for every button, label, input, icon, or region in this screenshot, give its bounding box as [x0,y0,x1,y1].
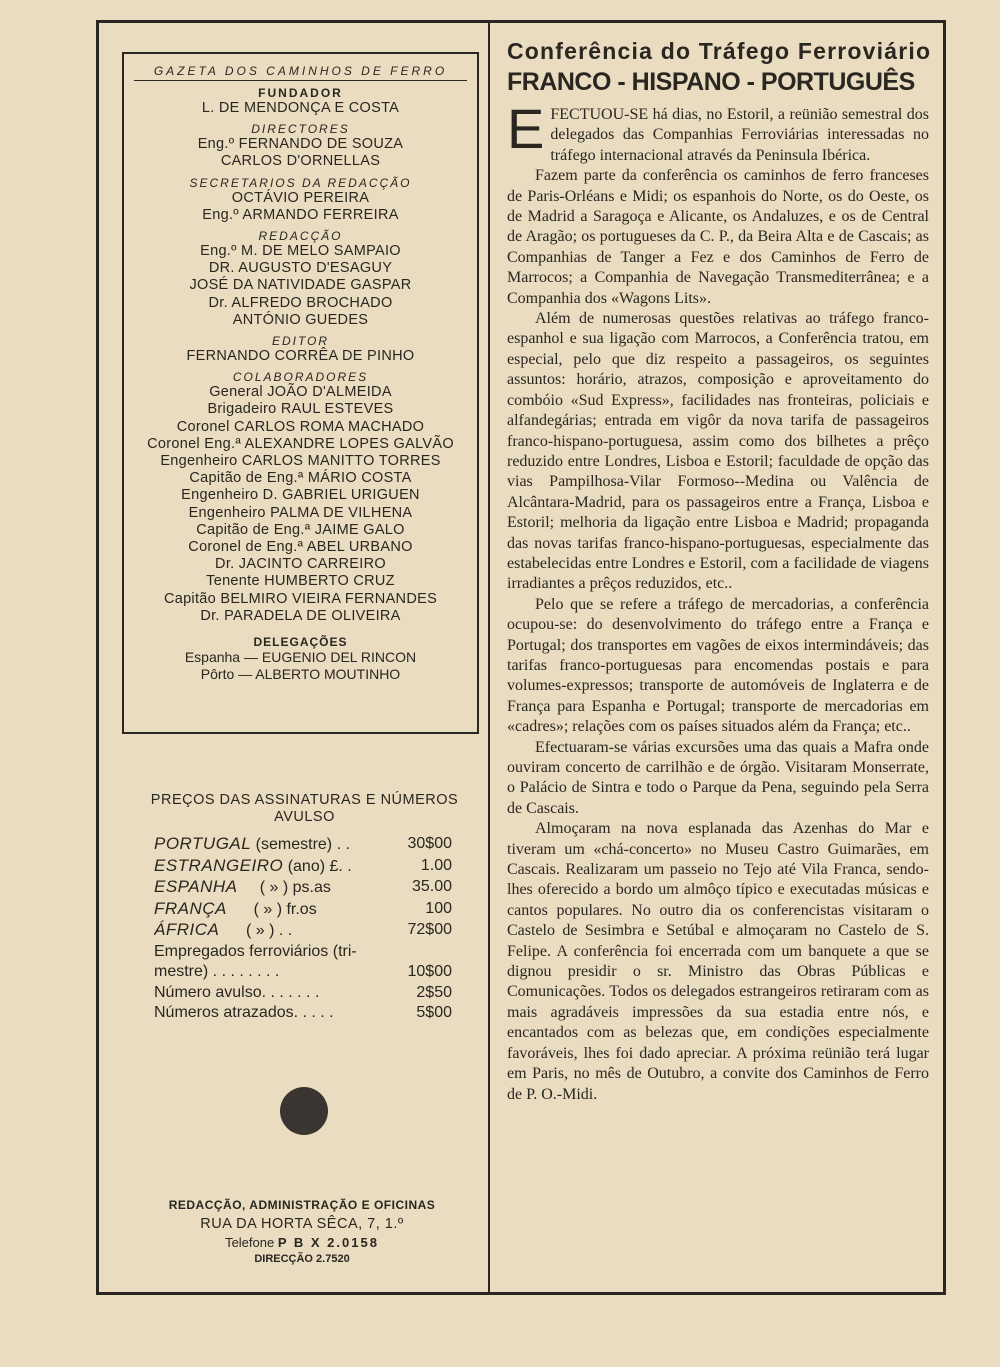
secretary-name: OCTÁVIO PEREIRA [231,189,370,206]
editorial-name: JOSÉ DA NATIVIDADE GASPAR [189,277,412,294]
editorial-heading: REDACÇÃO [258,229,343,244]
collaborator-name: Coronel CARLOS ROMA MACHADO [176,418,425,435]
single-issue-label: Número avulso. . . . . . . [154,983,320,1001]
price-country: ÁFRICA [154,920,220,939]
subscription-prices [132,792,477,1024]
delegations-heading: DELEGAÇÕES [253,635,348,650]
article-body [507,97,929,1105]
collaborator-name: Dr. JACINTO CARREIRO [215,556,386,573]
collaborator-name: General JOÃO D'ALMEIDA [209,384,392,401]
price-country: PORTUGAL [154,834,252,853]
price-detail: (ano) £. . [283,857,352,875]
collaborator-name: Tenente HUMBERTO CRUZ [206,573,395,590]
price-row [154,877,477,899]
article-paragraph: Almoçaram na nova esplanada das Azenhas do Mar e tiveram um «chá-concerto» no Museu Castro Guimarães, em Cascais. Realizaram um passeio no Tejo até Vila Franca, sendo-lhes oferecido a bordo um almôço típico e executadas músicas e cantos populares. No outro dia os conferencistas visitaram o Castelo de Sesimbra e Setúbal e almoçaram no Castelo de S. Felipe. A conferência foi encerrada com um banquete a que se dignou presidir o sr. Ministro das Obras Públicas e Comunicações. Todos os delegados estrangeiros retiraram com as mais agradáveis impressões da sua estadia entre nós, e encantados com as belezas que, em condições especialmente favoráveis, lhes foi dado apreciar. A próxima reünião terá lugar em Paris, no mês de Outubro, a convite dos Caminhos de Ferro de P. O.-Midi. [507,820,929,1103]
employees-value: 10$00 [407,963,452,980]
price-row [154,856,477,878]
article-paragraph: Efectuaram-se várias excursões uma das quais a Mafra onde ouviram concerto de carrilhão e de órgão. Visitaram Monserrate, o Palácio de Sintra e todo o Parque da Pena, seguindo pela Serra de Cascais. [507,738,929,817]
price-row [154,942,477,983]
price-value: 1.00 [420,856,452,874]
delegation-entry: Espanha — EUGENIO DEL RINCON [184,649,417,666]
article-paragraph: EFECTUOU-SE há dias, no Estoril, a reünião semestral dos delegados das Companhias Ferroviárias interessadas no tráfego internacional através da Peninsula Ibérica. [507,97,929,164]
delegation-entry: Pôrto — ALBERTO MOUTINHO [200,666,401,683]
column-divider [488,20,490,1295]
price-detail: (semestre) . . [251,836,350,853]
price-detail: ( » ) ps.as [237,879,331,896]
collaborator-name: Engenheiro PALMA DE VILHENA [188,504,413,521]
article-paragraph: Pelo que se refere a tráfego de mercadorias, a conferência ocupou-se: do desenvolvimento do tráfego entre a França e Portugal; dos transportes em vagões de eixos intermindáveis; das tarifas franco-portuguesas para encomendas postais e para volumes-expressos; transporte de automóveis de Inglaterra e de França para Espanha e Portugal; transporte de mercadorias em «cadres»; relações com os países situados além da França; etc.. [507,595,929,736]
back-issues-label: Números atrazados. . . . . [154,1004,334,1021]
article [507,36,932,1105]
price-row [154,920,477,942]
price-country: FRANÇA [154,898,227,918]
collaborator-name: Capitão de Eng.ª MÁRIO COSTA [189,470,412,487]
single-issue-value: 2$50 [416,983,452,1001]
collaborator-name: Brigadeiro RAUL ESTEVES [207,401,394,418]
collaborators-heading: COLABORADORES [232,370,369,385]
address-block [122,1198,482,1265]
collaborator-name: Dr. PARADELA DE OLIVEIRA [200,607,401,624]
employees-label: Empregados ferroviários (tri-mestre) . . . . . . . . [154,942,357,980]
round-seal-mark [280,1087,328,1135]
price-detail: ( » ) . . [219,922,293,939]
collaborator-name: Engenheiro D. GABRIEL URIGUEN [181,487,420,504]
editorial-name: ANTÓNIO GUEDES [232,311,369,328]
directors-heading: DIRECTORES [251,122,350,137]
founder-heading: FUNDADOR [258,86,343,100]
article-paragraph: Fazem parte da conferência os caminhos de ferro franceses de Paris-Orléans e Midi; os espanhois do Norte, os do Oeste, os de Madrid a Saragoça e Alicante, os Andaluzes, e os de Central de Aragão; os portugueses da C. P., da Beira Alta e de Cascais; as Companhias de Tanger a Fez e dos Caminhos de Ferro de Marrocos; a Companhia de Navegação Transmediterrânea; e a Companhia dos «Wagons Lits». [507,167,929,307]
price-detail: ( » ) fr.os [226,900,317,918]
drop-cap: E [507,97,545,160]
collaborator-name: Coronel de Eng.ª ABEL URBANO [188,539,413,556]
price-value: 100 [425,899,452,917]
director-name: Eng.º FERNANDO DE SOUZA [197,136,404,153]
price-value: 35.00 [411,878,452,895]
price-country: ESPANHA [154,877,238,896]
price-value: 30$00 [407,835,452,852]
price-country: ESTRANGEIRO [154,855,284,875]
price-row [154,834,477,856]
back-issues-value: 5$00 [416,1004,452,1021]
editorial-name: Dr. ALFREDO BROCHADO [208,294,393,311]
founder-name: L. DE MENDONÇA E COSTA [201,100,400,116]
secretary-name: Eng.º ARMANDO FERREIRA [202,206,399,223]
collaborator-name: Engenheiro CARLOS MANITTO TORRES [160,453,441,470]
price-value: 72$00 [407,921,452,938]
editor-name: FERNANDO CORRÊA DE PINHO [186,348,415,365]
prices-heading: PREÇOS DAS ASSINATURAS E NÚMEROS AVULSO [150,792,459,825]
article-title: Conferência do Tráfego Ferroviário [507,38,932,64]
article-subtitle: FRANCO - HISPANO - PORTUGUÊS [507,68,915,96]
collaborator-name: Capitão BELMIRO VIEIRA FERNANDES [163,590,438,607]
editor-heading: EDITOR [271,334,330,349]
price-row [154,983,477,1004]
editorial-name: Eng.º M. DE MELO SAMPAIO [200,243,401,260]
direction-phone: DIRECÇÃO 2.7520 [254,1253,350,1265]
address-heading: REDACÇÃO, ADMINISTRAÇÃO E OFICINAS [168,1198,436,1212]
price-row [154,899,477,921]
collaborator-name: Capitão de Eng.ª JAIME GALO [196,521,405,538]
phone-line: Telefone P B X 2.0158 [225,1235,379,1250]
secretaries-heading: SECRETARIOS DA REDACÇÃO [189,175,412,190]
masthead-box [122,52,479,734]
masthead-title: GAZETA DOS CAMINHOS DE FERRO [134,64,467,81]
street-address: RUA DA HORTA SÊCA, 7, 1.º [200,1216,404,1232]
editorial-name: DR. AUGUSTO D'ESAGUY [208,260,393,277]
price-row [154,1003,477,1024]
phone-number: P B X 2.0158 [277,1235,379,1250]
director-name: CARLOS D'ORNELLAS [220,153,381,170]
collaborator-name: Coronel Eng.ª ALEXANDRE LOPES GALVÃO [147,435,454,452]
article-paragraph: Além de numerosas questões relativas ao tráfego franco-espanhol e sua ligação com Marrocos, a Conferência tratou, em especial, pelo que diz respeito a passageiros, os seguintes assuntos: horário, atrazos, composição e aproveitamento do combóio «Sud Express», facilidades nas fronteiras, policiais e alfandegárias; entrada em vigôr da nova tarifa de passageiros franco-hispano-portuguesa, assim como dos bilhetes a prêço reduzido entre Londres, Lisboa e Estoril; faculdade de opção das vias Pampilhosa-Vilar Formoso--Medina ou Valência de Alcântara-Madrid, para os passageiros entre a França, Lisboa e Estoril; melhoria da ligação entre Lisboa e Madrid; propaganda das novas tarifas franco-hispano-portuguesas, especialmente das estabelecidas entre Londres e Estoril, com a facilidade de viagens irradiantes a prêços reduzidos, etc.. [507,310,929,593]
